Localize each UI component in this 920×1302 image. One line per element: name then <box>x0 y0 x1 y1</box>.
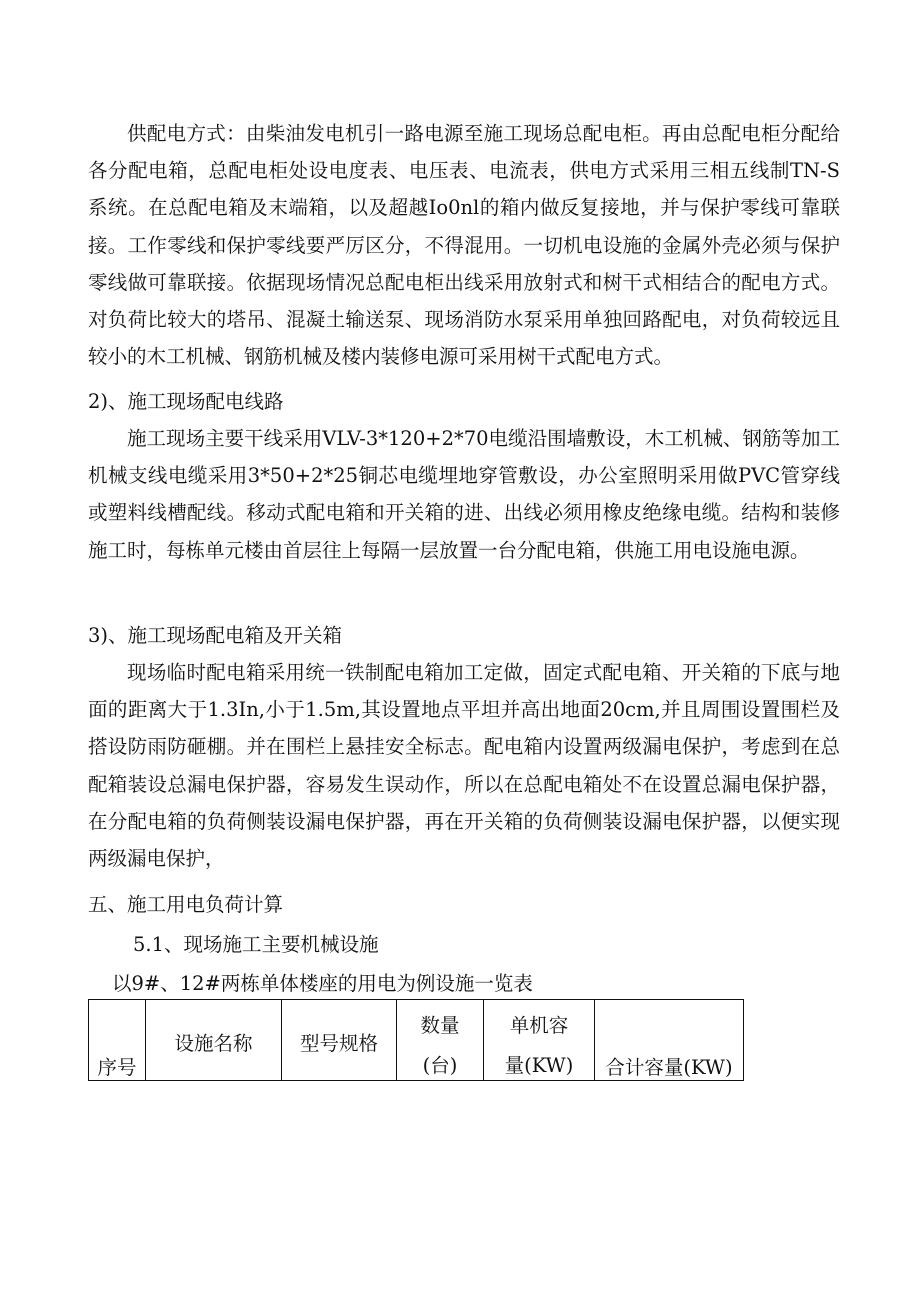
header-model: 型号规格 <box>282 1000 397 1081</box>
equipment-table <box>88 999 744 1081</box>
header-name: 设施名称 <box>146 1000 282 1081</box>
header-seq: 序号 <box>89 1000 146 1081</box>
table-caption: 以9#、12#两栋单体楼座的用电为例设施一览表 <box>112 972 533 995</box>
heading-load-calculation: 五、施工用电负荷计算 <box>88 893 284 916</box>
heading-main-machinery: 5.1、现场施工主要机械设施 <box>133 933 379 956</box>
heading-site-distribution-lines: 2)、施工现场配电线路 <box>88 390 284 413</box>
heading-distribution-boxes: 3)、施工现场配电箱及开关箱 <box>88 624 343 647</box>
table-header-row <box>89 1000 744 1081</box>
paragraph-distribution-boxes: 现场临时配电箱采用统一铁制配电箱加工定做，固定式配电箱、开关箱的下底与地面的距离大于1.3In,小于1.5m,其设置地点平坦并高出地面20cm,并且周围设置围栏及搭设防雨防砸棚。并在围栏上悬挂安全标志。配电箱内设置两级漏电保护，考虑到在总配箱装设总漏电保护器，容易发生误动作，所以在总配电箱处不在设置总漏电保护器，在分配电箱的负荷侧装设漏电保护器，再在开关箱的负荷侧装设漏电保护器，以便实现两级漏电保护， <box>88 661 840 871</box>
paragraph-power-supply-method: 供配电方式：由柴油发电机引一路电源至施工现场总配电柜。再由总配电柜分配给各分配电箱，总配电柜处设电度表、电压表、电流表，供电方式采用三相五线制TN-S系统。在总配电箱及末端箱，以及超越Io0nl的箱内做反复接地，并与保护零线可靠联接。工作零线和保护零线要严厉区分，不得混用。一切机电设施的金属外壳必须与保护零线做可靠联接。依据现场情况总配电柜出线采用放射式和树干式相结合的配电方式。对负荷比较大的塔吊、混凝土输送泵、现场消防水泵采用单独回路配电，对负荷较远且较小的木工机械、钢筋机械及楼内装修电源可采用树干式配电方式。 <box>88 122 840 369</box>
header-unit-capacity: 单机容 量(KW) <box>484 1000 595 1081</box>
paragraph-distribution-lines: 施工现场主要干线采用VLV-3*120+2*70电缆沿围墙敷设，木工机械、钢筋等加工机械支线电缆采用3*50+2*25铜芯电缆埋地穿管敷设，办公室照明采用做PVC管穿线或塑料线槽配线。移动式配电箱和开关箱的进、出线必须用橡皮绝缘电缆。结构和装修施工时，每栋单元楼由首层往上每隔一层放置一台分配电箱，供施工用电设施电源。 <box>88 427 840 562</box>
header-quantity: 数量 (台) <box>397 1000 484 1081</box>
header-total-capacity: 合计容量(KW) <box>595 1000 744 1081</box>
